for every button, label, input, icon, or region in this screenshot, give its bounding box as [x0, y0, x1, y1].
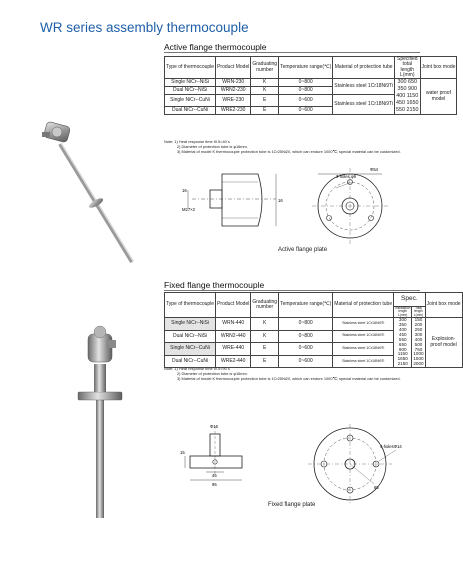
- fixed-spec-table: [164, 292, 463, 368]
- spec-inst: 650: [398, 341, 407, 347]
- active-row-material: Stainless steel 1Cr18Ni9Ti: [333, 95, 395, 115]
- active-flange-side-view: [180, 160, 290, 240]
- fixed-section-title: Fixed flange thermocouple: [164, 280, 265, 290]
- note-line: 3) Material of model K thermocouple protection tube is 1Cr25Ni20, which can endure 1000℃; special material can be customized.: [177, 149, 401, 155]
- active-row-grad: K: [251, 87, 279, 95]
- fixed-row-range: 0~600: [279, 355, 333, 368]
- th-joint: Joint box mode: [420, 57, 457, 79]
- active-row-model: WRE2-230: [216, 107, 251, 115]
- dim-phi54: Φ54: [370, 167, 378, 172]
- th-model: Product Model: [216, 57, 251, 79]
- th-model: Product Model: [216, 293, 251, 318]
- length-value: 350 900: [397, 86, 418, 92]
- fixed-notes: [164, 366, 401, 382]
- fixed-row-model: WRE-440: [216, 343, 251, 356]
- active-row-range: 0~600: [279, 95, 333, 107]
- active-joint-box: water proof model: [420, 79, 457, 115]
- fixed-joint-box: Explosion-proof model: [425, 318, 462, 368]
- spec-total: 400: [414, 336, 423, 342]
- active-row-type: Dual NiCr--CuNi: [165, 107, 216, 115]
- spec-inst: 400: [398, 326, 407, 332]
- spec-total: 300: [414, 331, 423, 337]
- fixed-row-model: WRE2-440: [216, 355, 251, 368]
- active-title-rule: [164, 52, 420, 53]
- length-value: 400 1150: [396, 93, 419, 99]
- spec-total: 1500: [413, 356, 424, 362]
- note-line: Note: 1) Heat response time t0.5<90 s: [164, 366, 230, 371]
- spec-total: 750: [414, 346, 423, 352]
- length-value: 450 1650: [396, 100, 419, 106]
- fixed-thermocouple-photo: [70, 320, 130, 520]
- fixed-row-range: 0~800: [279, 318, 333, 331]
- fixed-row-model: WRN-440: [216, 318, 251, 331]
- page-title: WR series assembly thermocouple: [40, 20, 249, 35]
- fixed-flange-side-view: [180, 420, 270, 490]
- th-material: Material of protection tube: [333, 293, 394, 318]
- active-flange-front-view: [300, 160, 410, 250]
- spec-inst: 300: [398, 317, 407, 323]
- fixed-row-grad: K: [251, 330, 279, 343]
- active-row-grad: E: [251, 95, 279, 107]
- th-joint: Joint box mode: [425, 293, 462, 318]
- fixed-row-material: Stainless steel 1Cr18Ni9Ti: [333, 330, 394, 343]
- fixed-row-material: Stainless steel 1Cr18Ni9Ti: [333, 318, 394, 331]
- spec-total: 250: [414, 326, 423, 332]
- fixed-row-grad: E: [251, 355, 279, 368]
- fixed-flange-caption: Fixed flange plate: [268, 502, 316, 508]
- th-install-length: Installation length L(mm): [395, 306, 411, 317]
- active-row-model: WRN-230: [216, 79, 251, 87]
- th-length: Specified total length L(mm): [395, 57, 420, 79]
- active-row-type: Single NiCr--CuNi: [165, 95, 216, 107]
- length-value: 300 650: [397, 79, 418, 85]
- dim-16: 16: [182, 188, 187, 193]
- th-grad: Graduating number: [251, 57, 279, 79]
- th-material: Material of protection tube: [333, 57, 395, 79]
- th-range: Temperature range(℃): [279, 57, 333, 79]
- spec-total: 1000: [413, 351, 424, 357]
- spec-inst: 450: [398, 331, 407, 337]
- spec-total: 500: [414, 341, 423, 347]
- active-section-title: Active flange thermocouple: [164, 42, 267, 52]
- th-grad: Graduating number: [251, 293, 279, 318]
- active-spec-table: [164, 56, 457, 115]
- th-type: Type of thermocouple: [165, 293, 216, 318]
- active-thermocouple-photo: [20, 112, 150, 272]
- active-row-grad: E: [251, 107, 279, 115]
- spec-total: 150: [414, 317, 423, 323]
- fixed-row-type: Dual NiCr--CuNi: [165, 355, 216, 368]
- fixed-row-type: Dual NiCr--NiSi: [165, 330, 216, 343]
- active-row-range: 0~800: [279, 79, 333, 87]
- spec-inst: 1150: [397, 351, 408, 357]
- active-row-type: Single NiCr--NiSi: [165, 79, 216, 87]
- dim-45: 45: [212, 473, 217, 478]
- fixed-row-material: Stainless steel 1Cr18Ni9Ti: [333, 355, 394, 368]
- fixed-row-range: 0~600: [279, 343, 333, 356]
- active-row-range: 0~800: [279, 87, 333, 95]
- active-flange-caption: Active flange plate: [278, 247, 328, 253]
- fixed-row-model: WRN2-440: [216, 330, 251, 343]
- active-row-model: WRN2-230: [216, 87, 251, 95]
- dim-bolt-holes: 3-holes φ9: [336, 174, 356, 179]
- fixed-row-grad: K: [251, 318, 279, 331]
- dim-phi16: Φ16: [210, 424, 218, 429]
- note-line: 2) Diameter of protection tube is φ16mm.: [177, 371, 248, 377]
- dim-95: 95: [212, 482, 217, 487]
- fixed-flange-front-view: [300, 420, 415, 505]
- spec-inst: 550: [398, 336, 407, 342]
- th-range: Temperature range(℃): [279, 293, 333, 318]
- spec-inst: 350: [398, 321, 407, 327]
- spec-inst: 900: [398, 346, 407, 352]
- dim-15: 15: [180, 450, 185, 455]
- length-value: 550 2150: [396, 107, 419, 113]
- dim-65: 65: [374, 485, 379, 490]
- active-row-grad: K: [251, 79, 279, 87]
- fixed-row-type: Single NiCr--CuNi: [165, 343, 216, 356]
- spec-total: 2000: [413, 361, 424, 367]
- active-row-material: Stainless steel 1Cr18Ni9Ti: [333, 79, 395, 95]
- dim-bolt-holes: 4-holesΦ14: [380, 444, 402, 449]
- th-spec: Spec.: [394, 293, 425, 307]
- active-row-type: Dual NiCr--NiSi: [165, 87, 216, 95]
- fixed-title-rule: [164, 290, 420, 291]
- spec-total: 200: [414, 321, 423, 327]
- fixed-row-type: Single NiCr--NiSi: [165, 318, 216, 331]
- spec-inst: 2150: [397, 361, 408, 367]
- active-notes: [164, 139, 401, 155]
- fixed-row-material: Stainless steel 1Cr18Ni9Ti: [333, 343, 394, 356]
- th-total-length: Total length L(mm): [412, 307, 425, 318]
- active-row-model: WRE-230: [216, 95, 251, 107]
- note-line: 2) Diameter of protection tube is φ16mm.: [177, 144, 248, 150]
- th-type: Type of thermocouple: [165, 57, 216, 79]
- fixed-row-range: 0~800: [279, 330, 333, 343]
- note-line: 3) Material of model K thermocouple protection tube is 1Cr25Ni20, which can endure 1000℃; special material can be customized.: [177, 376, 401, 382]
- dim-right: 16: [278, 198, 283, 203]
- spec-inst: 1650: [397, 356, 408, 362]
- fixed-row-grad: E: [251, 343, 279, 356]
- active-row-range: 0~600: [279, 107, 333, 115]
- dim-m27: M27×2: [182, 207, 195, 212]
- note-line: Note: 1) Heat response time t0.5<40 s: [164, 139, 230, 144]
